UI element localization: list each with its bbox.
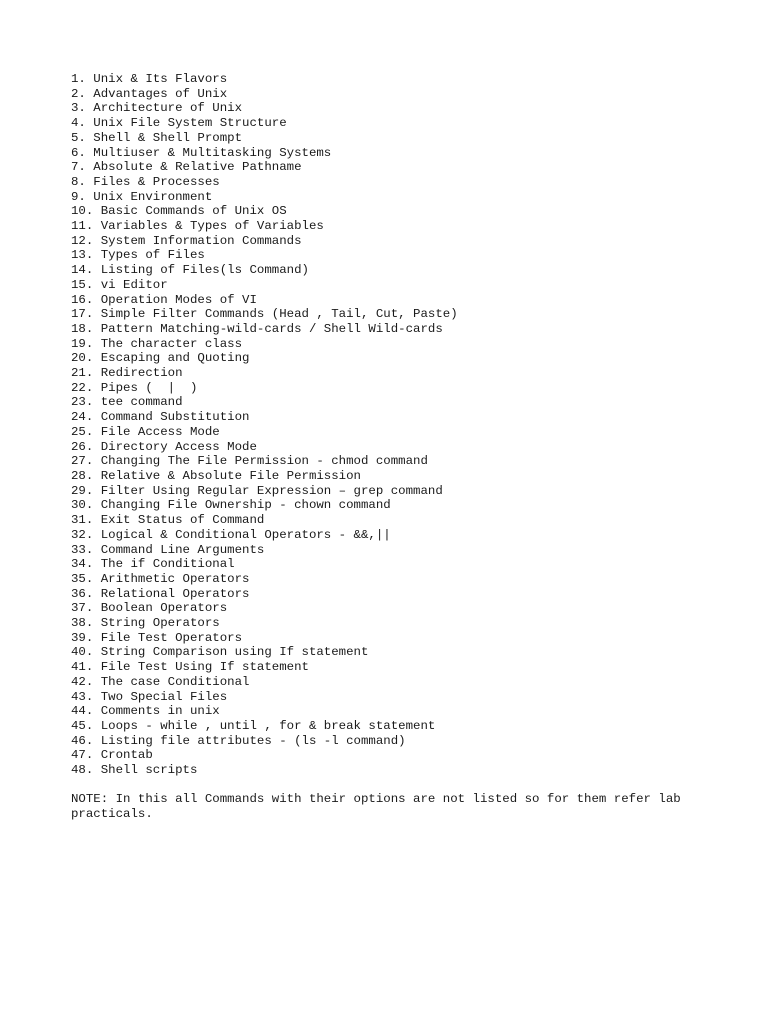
topic-item: 20. Escaping and Quoting xyxy=(71,351,250,366)
topic-item: 12. System Information Commands xyxy=(71,233,302,248)
topic-item: 2. Advantages of Unix xyxy=(71,86,228,101)
topic-item: 3. Architecture of Unix xyxy=(71,101,243,116)
topic-item: 32. Logical & Conditional Operators - &&,|| xyxy=(71,527,391,542)
topic-item: 17. Simple Filter Commands (Head , Tail, Cut, Paste) xyxy=(71,307,458,322)
topic-item: 46. Listing file attributes - (ls -l command) xyxy=(71,733,406,748)
topic-item: 42. The case Conditional xyxy=(71,674,250,689)
topic-item: 40. String Comparison using If statement xyxy=(71,645,369,660)
topic-item: 28. Relative & Absolute File Permission xyxy=(71,468,361,483)
topic-item: 24. Command Substitution xyxy=(71,410,250,425)
topic-item: 18. Pattern Matching-wild-cards / Shell Wild-cards xyxy=(71,321,443,336)
topic-item: 15. vi Editor xyxy=(71,277,168,292)
topic-item: 8. Files & Processes xyxy=(71,174,220,189)
topic-item: 19. The character class xyxy=(71,336,243,351)
topic-item: 4. Unix File System Structure xyxy=(71,116,287,131)
topic-item: 22. Pipes ( | ) xyxy=(71,380,198,395)
topic-item: 38. String Operators xyxy=(71,616,220,631)
topic-item: 14. Listing of Files(ls Command) xyxy=(71,263,309,278)
topic-item: 48. Shell scripts xyxy=(71,763,198,778)
topic-item: 10. Basic Commands of Unix OS xyxy=(71,204,287,219)
topic-list xyxy=(71,72,711,778)
topic-item: 1. Unix & Its Flavors xyxy=(71,72,228,86)
note-paragraph: NOTE: In this all Commands with their options are not listed so for them refer lab practicals. xyxy=(71,792,681,822)
topic-item: 7. Absolute & Relative Pathname xyxy=(71,160,302,175)
topic-item: 26. Directory Access Mode xyxy=(71,439,257,454)
topic-item: 31. Exit Status of Command xyxy=(71,513,265,528)
topic-item: 47. Crontab xyxy=(71,748,153,763)
topic-item: 21. Redirection xyxy=(71,366,183,381)
topic-item: 34. The if Conditional xyxy=(71,557,235,572)
topic-item: 11. Variables & Types of Variables xyxy=(71,219,324,234)
topic-item: 23. tee command xyxy=(71,395,183,410)
topic-item: 43. Two Special Files xyxy=(71,689,228,704)
topic-item: 5. Shell & Shell Prompt xyxy=(71,130,243,145)
document-page xyxy=(71,72,711,822)
topic-item: 39. File Test Operators xyxy=(71,630,243,645)
topic-item: 9. Unix Environment xyxy=(71,189,213,204)
topic-item: 25. File Access Mode xyxy=(71,424,220,439)
topic-item: 41. File Test Using If statement xyxy=(71,660,309,675)
topic-item: 35. Arithmetic Operators xyxy=(71,571,250,586)
topic-item: 29. Filter Using Regular Expression – grep command xyxy=(71,483,443,498)
topic-item: 36. Relational Operators xyxy=(71,586,250,601)
topic-item: 44. Comments in unix xyxy=(71,704,220,719)
topic-item: 30. Changing File Ownership - chown command xyxy=(71,498,391,513)
topic-item: 45. Loops - while , until , for & break statement xyxy=(71,718,436,733)
topic-item: 13. Types of Files xyxy=(71,248,205,263)
topic-item: 33. Command Line Arguments xyxy=(71,542,265,557)
topic-item: 16. Operation Modes of VI xyxy=(71,292,257,307)
topic-item: 27. Changing The File Permission - chmod command xyxy=(71,454,428,469)
topic-item: 6. Multiuser & Multitasking Systems xyxy=(71,145,332,160)
topic-item: 37. Boolean Operators xyxy=(71,601,228,616)
